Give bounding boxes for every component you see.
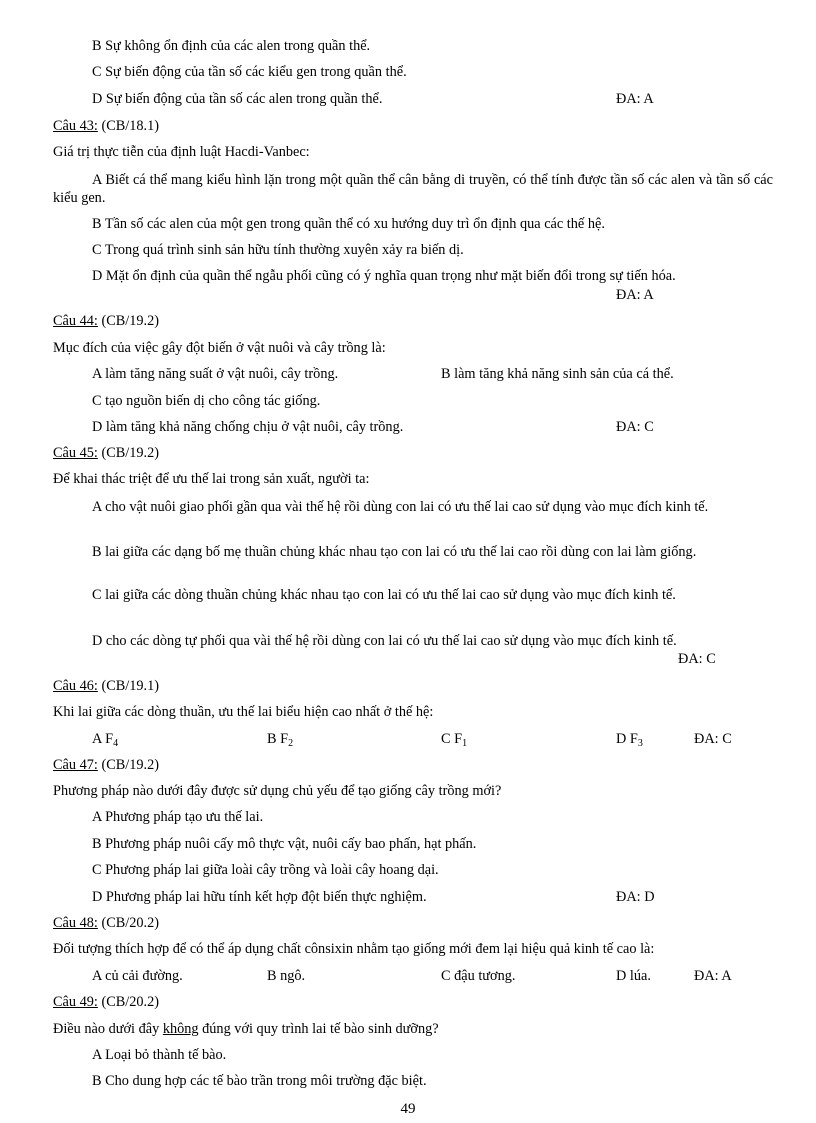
- q46-option-d: [616, 731, 643, 748]
- q43-option-b: B Tần số các alen của một gen trong quần thể có xu hướng duy trì ổn định qua các thế hệ.: [92, 216, 605, 232]
- q46-header: [53, 678, 159, 695]
- q42-option-c: C Sự biến động của tần số các kiểu gen trong quần thể.: [92, 64, 407, 80]
- q47-code: (CB/19.2): [101, 757, 160, 773]
- q46-option-b-sub: 2: [288, 738, 294, 749]
- q42-answer: ĐA: A: [616, 91, 654, 107]
- q49-header: [53, 994, 159, 1011]
- q45-option-a: A cho vật nuôi giao phối gần qua vài thế hệ rồi dùng con lai có ưu thế lai cao sử dụng vào mục đích kinh tế.: [92, 499, 709, 515]
- q45-number: Câu 45:: [53, 445, 98, 461]
- q44-option-a: A làm tăng năng suất ở vật nuôi, cây trồng.: [92, 366, 339, 382]
- q48-option-c: C đậu tương.: [441, 968, 516, 984]
- q49-question-pre: Điều nào dưới đây: [53, 1021, 163, 1037]
- q46-option-d-text: D F: [616, 731, 638, 747]
- q44-option-b: B làm tăng khả năng sinh sản của cá thể.: [441, 366, 674, 382]
- q45-option-d: D cho các dòng tự phối qua vài thế hệ rồi dùng con lai có ưu thế lai cao sử dụng vào mục đích kinh tế.: [92, 633, 677, 649]
- q46-question: Khi lai giữa các dòng thuần, ưu thế lai biểu hiện cao nhất ở thế hệ:: [53, 704, 434, 720]
- q46-option-b: [267, 731, 293, 748]
- q47-option-c: C Phương pháp lai giữa loài cây trồng và loài cây hoang dại.: [92, 862, 439, 878]
- q47-answer: ĐA: D: [616, 889, 655, 905]
- q49-question-post: đúng với quy trình lai tế bào sinh dưỡng?: [198, 1021, 439, 1037]
- q46-option-c-text: C F: [441, 731, 463, 747]
- q46-option-c-sub: 1: [462, 738, 468, 749]
- q48-option-a: A củ cải đường.: [92, 968, 183, 984]
- page-number: 49: [400, 1101, 416, 1117]
- q48-option-b: B ngô.: [267, 968, 306, 984]
- q46-answer: ĐA: C: [694, 731, 732, 747]
- q47-option-d: D Phương pháp lai hữu tính kết hợp đột biến thực nghiệm.: [92, 889, 427, 905]
- q46-number: Câu 46:: [53, 678, 98, 694]
- q48-answer: ĐA: A: [694, 968, 732, 984]
- q42-option-b: B Sự không ổn định của các alen trong quần thể.: [92, 38, 371, 54]
- q48-header: [53, 915, 159, 932]
- q46-option-a-text: A F: [92, 731, 114, 747]
- q44-option-c: C tạo nguồn biến dị cho công tác giống.: [92, 393, 321, 409]
- q46-option-d-sub: 3: [637, 738, 643, 749]
- q49-option-b: B Cho dung hợp các tế bào trần trong môi trường đặc biệt.: [92, 1073, 427, 1089]
- q44-answer: ĐA: C: [616, 419, 654, 435]
- q43-option-d: D Mặt ổn định của quần thể ngẫu phối cũng có ý nghĩa quan trọng như mặt biến đổi trong sự tiến hóa.: [92, 268, 676, 284]
- q43-header: [53, 118, 159, 135]
- q49-code: (CB/20.2): [101, 994, 160, 1010]
- q43-number: Câu 43:: [53, 118, 98, 134]
- q43-answer: ĐA: A: [616, 287, 654, 303]
- q44-number: Câu 44:: [53, 313, 98, 329]
- q45-question: Để khai thác triệt để ưu thế lai trong sản xuất, người ta:: [53, 471, 370, 487]
- q43-question: Giá trị thực tiễn của định luật Hacdi-Vanbec:: [53, 144, 310, 160]
- q45-header: [53, 445, 159, 462]
- q44-question: Mục đích của việc gây đột biến ở vật nuôi và cây trồng là:: [53, 340, 386, 356]
- q47-option-a: A Phương pháp tạo ưu thế lai.: [92, 809, 264, 825]
- q48-code: (CB/20.2): [101, 915, 160, 931]
- q45-answer: ĐA: C: [678, 651, 716, 667]
- q46-option-c: [441, 731, 467, 748]
- q47-option-b: B Phương pháp nuôi cấy mô thực vật, nuôi cấy bao phấn, hạt phấn.: [92, 836, 477, 852]
- q44-code: (CB/19.2): [101, 313, 160, 329]
- q49-question-emphasis: không: [162, 1021, 199, 1037]
- q43-option-a: A Biết cá thể mang kiểu hình lặn trong một quần thể cân bằng di truyền, có thể tính được tần số các alen và tần số các kiểu gen.: [53, 172, 773, 206]
- q42-option-d: D Sự biến động của tần số các alen trong quần thể.: [92, 91, 383, 107]
- q47-header: [53, 757, 159, 774]
- q44-header: [53, 313, 159, 330]
- q43-option-c: C Trong quá trình sinh sản hữu tính thường xuyên xảy ra biến dị.: [92, 242, 464, 258]
- q48-question: Đối tượng thích hợp để có thể áp dụng chất cônsixin nhằm tạo giống mới đem lại hiệu quả kinh tế cao là:: [53, 941, 655, 957]
- q49-option-a: A Loại bỏ thành tế bào.: [92, 1047, 227, 1063]
- q43-code: (CB/18.1): [101, 118, 160, 134]
- q46-option-a: [92, 731, 118, 748]
- q46-code: (CB/19.1): [101, 678, 160, 694]
- q49-number: Câu 49:: [53, 994, 98, 1010]
- q45-option-b: B lai giữa các dạng bố mẹ thuần chủng khác nhau tạo con lai có ưu thế lai cao rồi dùng con lai làm giống.: [92, 544, 697, 560]
- q48-number: Câu 48:: [53, 915, 98, 931]
- q45-option-c: C lai giữa các dòng thuần chủng khác nhau tạo con lai có ưu thế lai cao sử dụng vào mục đích kinh tế.: [92, 587, 676, 603]
- q48-option-d: D lúa.: [616, 968, 651, 984]
- q46-option-b-text: B F: [267, 731, 289, 747]
- q44-option-d: D làm tăng khả năng chống chịu ở vật nuôi, cây trồng.: [92, 419, 404, 435]
- q49-question: [53, 1021, 439, 1038]
- q47-question: Phương pháp nào dưới đây được sử dụng chủ yếu để tạo giống cây trồng mới?: [53, 783, 502, 799]
- q47-number: Câu 47:: [53, 757, 98, 773]
- q46-option-a-sub: 4: [113, 738, 119, 749]
- q45-code: (CB/19.2): [101, 445, 160, 461]
